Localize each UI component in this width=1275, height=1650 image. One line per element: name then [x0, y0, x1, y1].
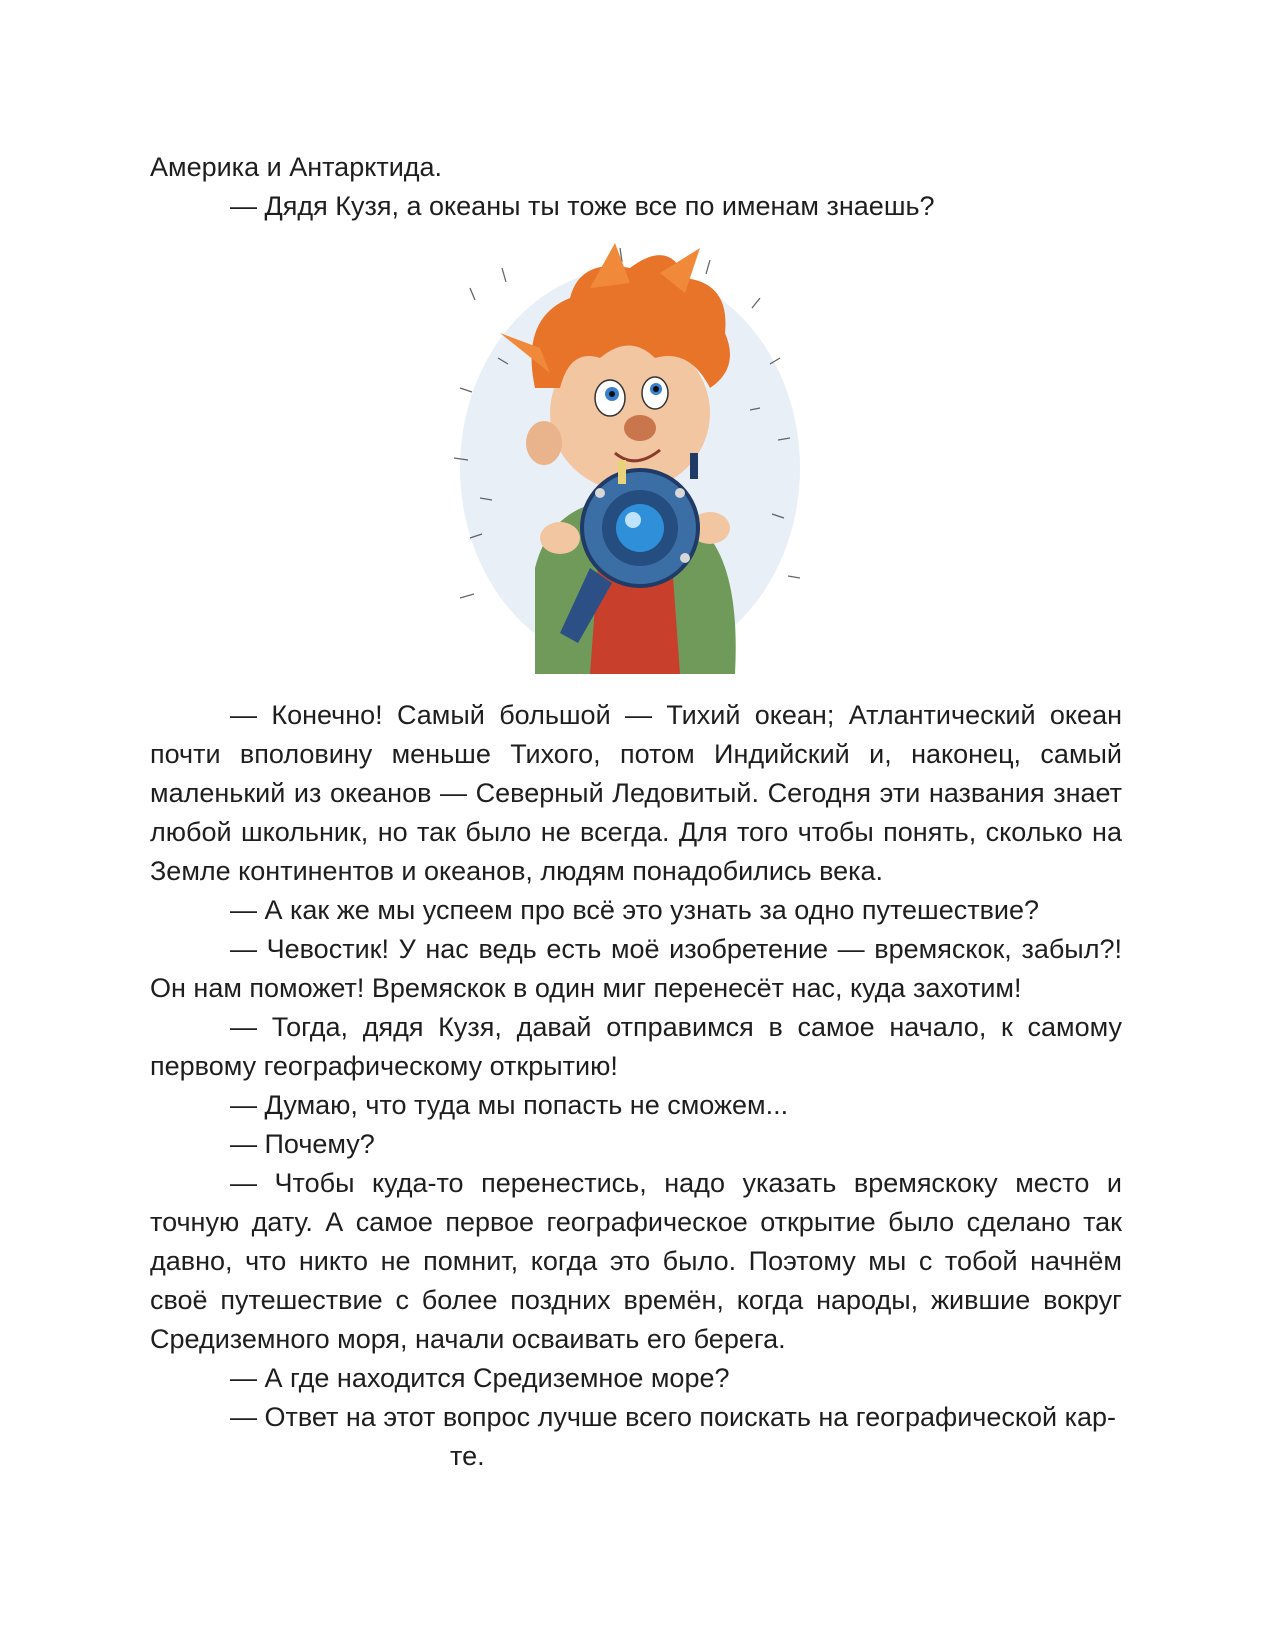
paragraph: — Чевостик! У нас ведь есть моё изобретение — времяскок, забыл?! Он нам поможет! Времяскок в один миг перенесёт нас, куда захотим! — [150, 934, 1122, 1003]
bottom-text — [150, 696, 1122, 1476]
paragraph: — А как же мы успеем про всё это узнать за одно путешествие? — [230, 895, 1040, 925]
paragraph: — Дядя Кузя, а океаны ты тоже все по именам знаешь? — [230, 191, 935, 221]
paragraph: — А где находится Средиземное море? — [230, 1363, 730, 1393]
paragraph: — Ответ на этот вопрос лучше всего поискать на географической кар- — [230, 1402, 1117, 1432]
paragraph: — Думаю, что туда мы попасть не сможем... — [230, 1090, 789, 1120]
paragraph: — Почему? — [230, 1129, 375, 1159]
boy-with-camera-illustration — [440, 238, 830, 674]
top-text — [150, 148, 1122, 226]
paragraph: — Конечно! Самый большой — Тихий океан; Атлантический океан почти вполовину меньше Тихого, потом Индийский и, наконец, самый маленький из океанов — Северный Ледовитый. Сегодня эти названия знает любой школьник, но так было не всегда. Для того чтобы понять, сколько на Земле континентов и океанов, людям понадобились века. — [150, 700, 1122, 886]
illustration-drawing — [440, 238, 830, 674]
paragraph: Америка и Антарктида. — [150, 152, 443, 182]
paragraph-continuation: те. — [450, 1441, 485, 1471]
paragraph: — Тогда, дядя Кузя, давай отправимся в самое начало, к самому первому географическому открытию! — [150, 1012, 1122, 1081]
paragraph: — Чтобы куда-то перенестись, надо указать времяскоку место и точную дату. А самое первое географическое открытие было сделано так давно, что никто не помнит, когда это было. Поэтому мы с тобой начнём своё путешествие с более поздних времён, когда народы, жившие вокруг Средиземного моря, начали осваивать его берега. — [150, 1168, 1122, 1354]
